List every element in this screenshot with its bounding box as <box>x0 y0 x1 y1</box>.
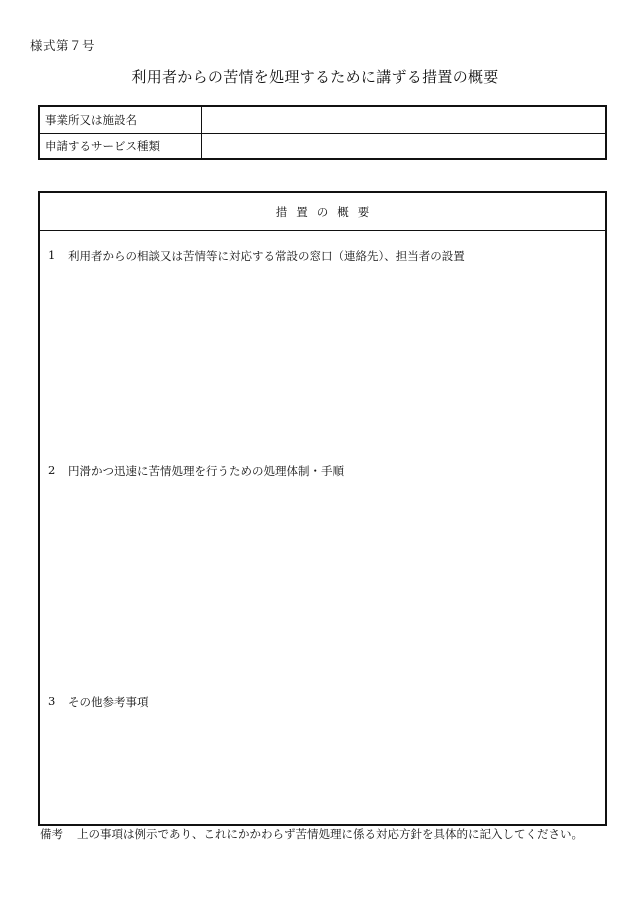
facility-name-field[interactable] <box>202 107 605 133</box>
facility-name-label: 事業所又は施設名 <box>40 107 202 133</box>
section-complaint-contact <box>48 248 465 264</box>
remarks-text: 上の事項は例示であり、これにかかわらず苦情処理に係る対応方針を具体的に記入してください。 <box>77 827 583 841</box>
facility-info-table <box>38 105 607 160</box>
service-type-row <box>40 133 605 159</box>
section-number: 2 <box>48 463 56 477</box>
section-other-notes <box>48 694 149 710</box>
section-handling-procedure <box>48 463 344 479</box>
section-heading: その他参考事項 <box>68 695 149 709</box>
form-number: 様式第７号 <box>30 38 96 53</box>
service-type-label: 申請するサービス種類 <box>40 134 202 159</box>
section-heading: 利用者からの相談又は苦情等に対応する常設の窓口（連絡先）、担当者の設置 <box>68 249 465 263</box>
remarks-note <box>40 826 583 842</box>
service-type-field[interactable] <box>202 134 605 159</box>
facility-name-row <box>40 107 605 133</box>
section-number: 1 <box>48 248 56 262</box>
measures-header: 措置の概要 <box>40 193 605 231</box>
measures-overview-box <box>38 191 607 826</box>
remarks-label: 備考 <box>40 827 63 841</box>
section-heading: 円滑かつ迅速に苦情処理を行うための処理体制・手順 <box>68 464 344 478</box>
page-title: 利用者からの苦情を処理するために講ずる措置の概要 <box>131 68 499 86</box>
section-number: 3 <box>48 694 56 708</box>
